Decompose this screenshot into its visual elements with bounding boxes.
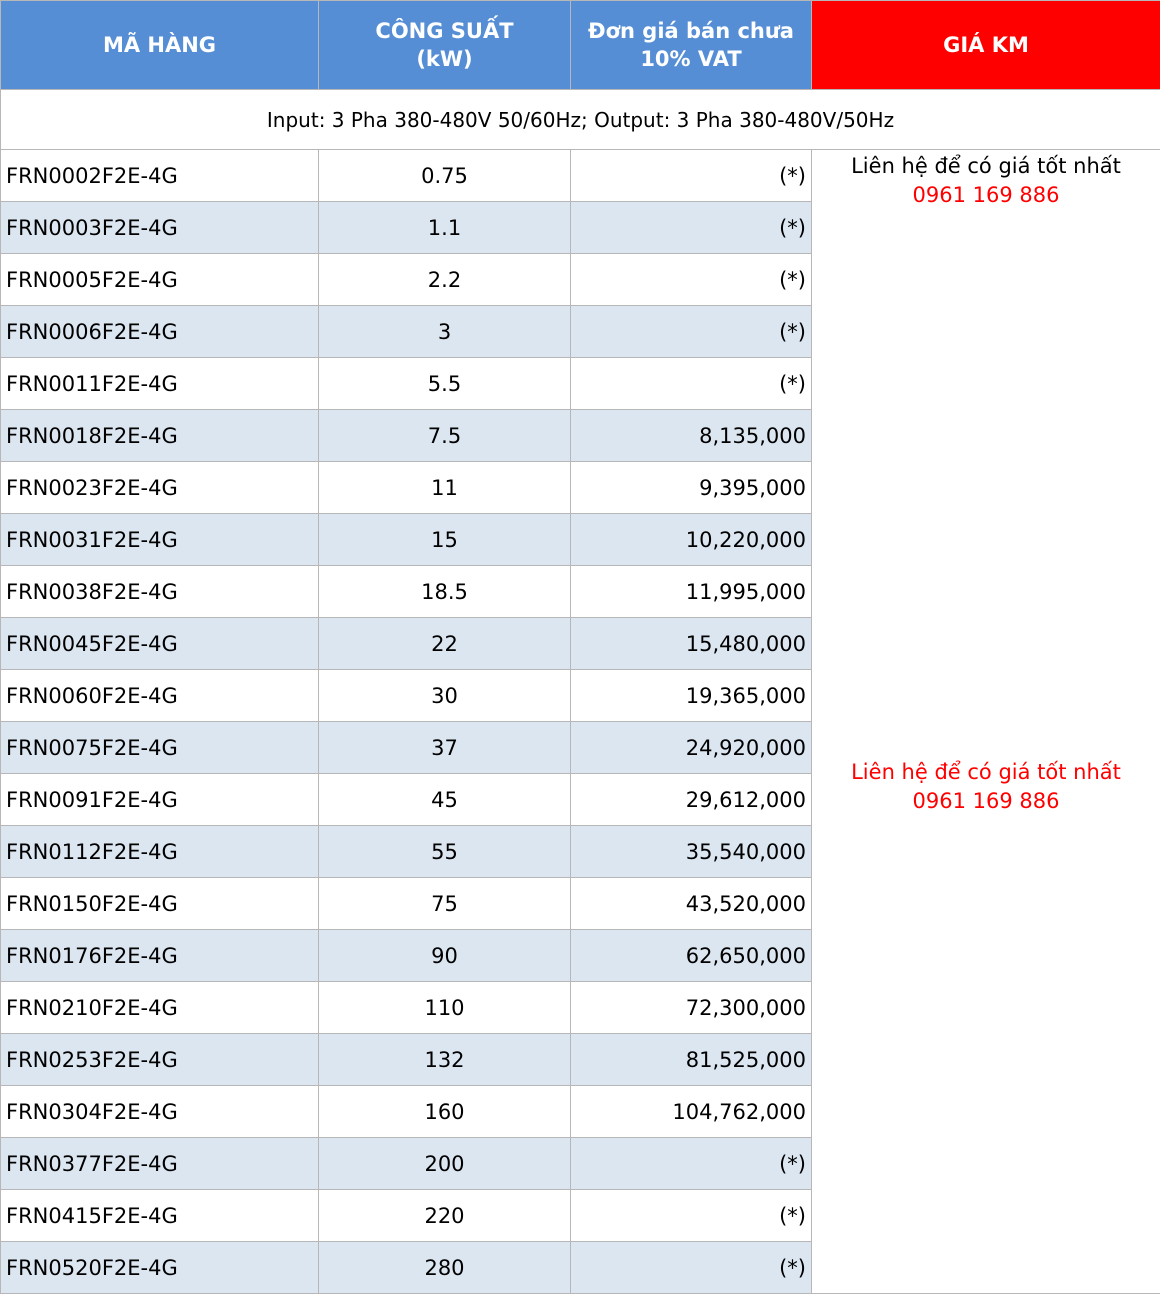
promo-box [812, 150, 1160, 1292]
price-cell: 35,540,000 [571, 826, 812, 878]
power-cell: 220 [319, 1190, 571, 1242]
price-cell: 19,365,000 [571, 670, 812, 722]
power-cell: 2.2 [319, 254, 571, 306]
power-cell: 22 [319, 618, 571, 670]
power-cell: 15 [319, 514, 571, 566]
power-cell: 3 [319, 306, 571, 358]
product-code-cell: FRN0377F2E-4G [1, 1138, 319, 1190]
product-code-cell: FRN0176F2E-4G [1, 930, 319, 982]
header-price-vat: 10% VAT [640, 47, 742, 71]
header-product-code-label: MÃ HÀNG [102, 33, 217, 57]
promo-mid-text: Liên hệ để có giá tốt nhất [851, 760, 1121, 784]
product-code-cell: FRN0003F2E-4G [1, 202, 319, 254]
price-cell: (*) [571, 358, 812, 410]
power-cell: 5.5 [319, 358, 571, 410]
product-code-cell: FRN0091F2E-4G [1, 774, 319, 826]
header-promo-price-label: GIÁ KM [943, 33, 1029, 57]
power-cell: 18.5 [319, 566, 571, 618]
price-cell: (*) [571, 1190, 812, 1242]
price-cell: 10,220,000 [571, 514, 812, 566]
table-row [1, 150, 1160, 202]
product-code-cell: FRN0304F2E-4G [1, 1086, 319, 1138]
product-code-cell: FRN0075F2E-4G [1, 722, 319, 774]
power-cell: 90 [319, 930, 571, 982]
product-code-cell: FRN0112F2E-4G [1, 826, 319, 878]
header-promo-price [812, 1, 1160, 90]
price-cell: 8,135,000 [571, 410, 812, 462]
power-cell: 132 [319, 1034, 571, 1086]
product-code-cell: FRN0210F2E-4G [1, 982, 319, 1034]
promo-top-phone[interactable]: 0961 169 886 [912, 183, 1060, 207]
price-cell: 24,920,000 [571, 722, 812, 774]
power-cell: 160 [319, 1086, 571, 1138]
product-code-cell: FRN0045F2E-4G [1, 618, 319, 670]
promo-mid-phone[interactable]: 0961 169 886 [912, 789, 1060, 813]
table-header [1, 1, 1160, 90]
power-cell: 280 [319, 1242, 571, 1294]
product-code-cell: FRN0006F2E-4G [1, 306, 319, 358]
promo-mid [812, 758, 1160, 816]
product-code-cell: FRN0060F2E-4G [1, 670, 319, 722]
product-code-cell: FRN0038F2E-4G [1, 566, 319, 618]
header-price-label: Đơn giá bán chưa [588, 19, 794, 43]
power-cell: 11 [319, 462, 571, 514]
header-power [319, 1, 571, 90]
price-cell: (*) [571, 254, 812, 306]
product-code-cell: FRN0011F2E-4G [1, 358, 319, 410]
spec-row [1, 90, 1160, 150]
product-code-cell: FRN0253F2E-4G [1, 1034, 319, 1086]
power-cell: 0.75 [319, 150, 571, 202]
product-code-cell: FRN0520F2E-4G [1, 1242, 319, 1294]
price-cell: (*) [571, 202, 812, 254]
promo-top-text: Liên hệ để có giá tốt nhất [851, 154, 1121, 178]
header-power-label: CÔNG SUẤT [375, 19, 514, 43]
power-cell: 7.5 [319, 410, 571, 462]
promo-top [812, 152, 1160, 210]
spec-text: Input: 3 Pha 380-480V 50/60Hz; Output: 3 Pha 380-480V/50Hz [1, 90, 1160, 150]
product-code-cell: FRN0031F2E-4G [1, 514, 319, 566]
power-cell: 37 [319, 722, 571, 774]
power-cell: 30 [319, 670, 571, 722]
power-cell: 1.1 [319, 202, 571, 254]
price-cell: (*) [571, 1138, 812, 1190]
price-cell: (*) [571, 150, 812, 202]
price-cell: (*) [571, 1242, 812, 1294]
price-cell: 9,395,000 [571, 462, 812, 514]
power-cell: 75 [319, 878, 571, 930]
header-product-code [1, 1, 319, 90]
product-code-cell: FRN0023F2E-4G [1, 462, 319, 514]
power-cell: 200 [319, 1138, 571, 1190]
price-cell: 104,762,000 [571, 1086, 812, 1138]
promo-cell [812, 150, 1160, 1294]
header-price [571, 1, 812, 90]
price-cell: (*) [571, 306, 812, 358]
power-cell: 110 [319, 982, 571, 1034]
price-cell: 72,300,000 [571, 982, 812, 1034]
product-code-cell: FRN0150F2E-4G [1, 878, 319, 930]
product-code-cell: FRN0018F2E-4G [1, 410, 319, 462]
price-cell: 62,650,000 [571, 930, 812, 982]
header-row [1, 1, 1160, 90]
power-cell: 55 [319, 826, 571, 878]
price-cell: 43,520,000 [571, 878, 812, 930]
product-code-cell: FRN0002F2E-4G [1, 150, 319, 202]
table-body [1, 90, 1160, 1294]
price-cell: 15,480,000 [571, 618, 812, 670]
product-code-cell: FRN0415F2E-4G [1, 1190, 319, 1242]
power-cell: 45 [319, 774, 571, 826]
price-cell: 29,612,000 [571, 774, 812, 826]
product-code-cell: FRN0005F2E-4G [1, 254, 319, 306]
price-cell: 81,525,000 [571, 1034, 812, 1086]
price-cell: 11,995,000 [571, 566, 812, 618]
header-power-unit: (kW) [416, 47, 473, 71]
